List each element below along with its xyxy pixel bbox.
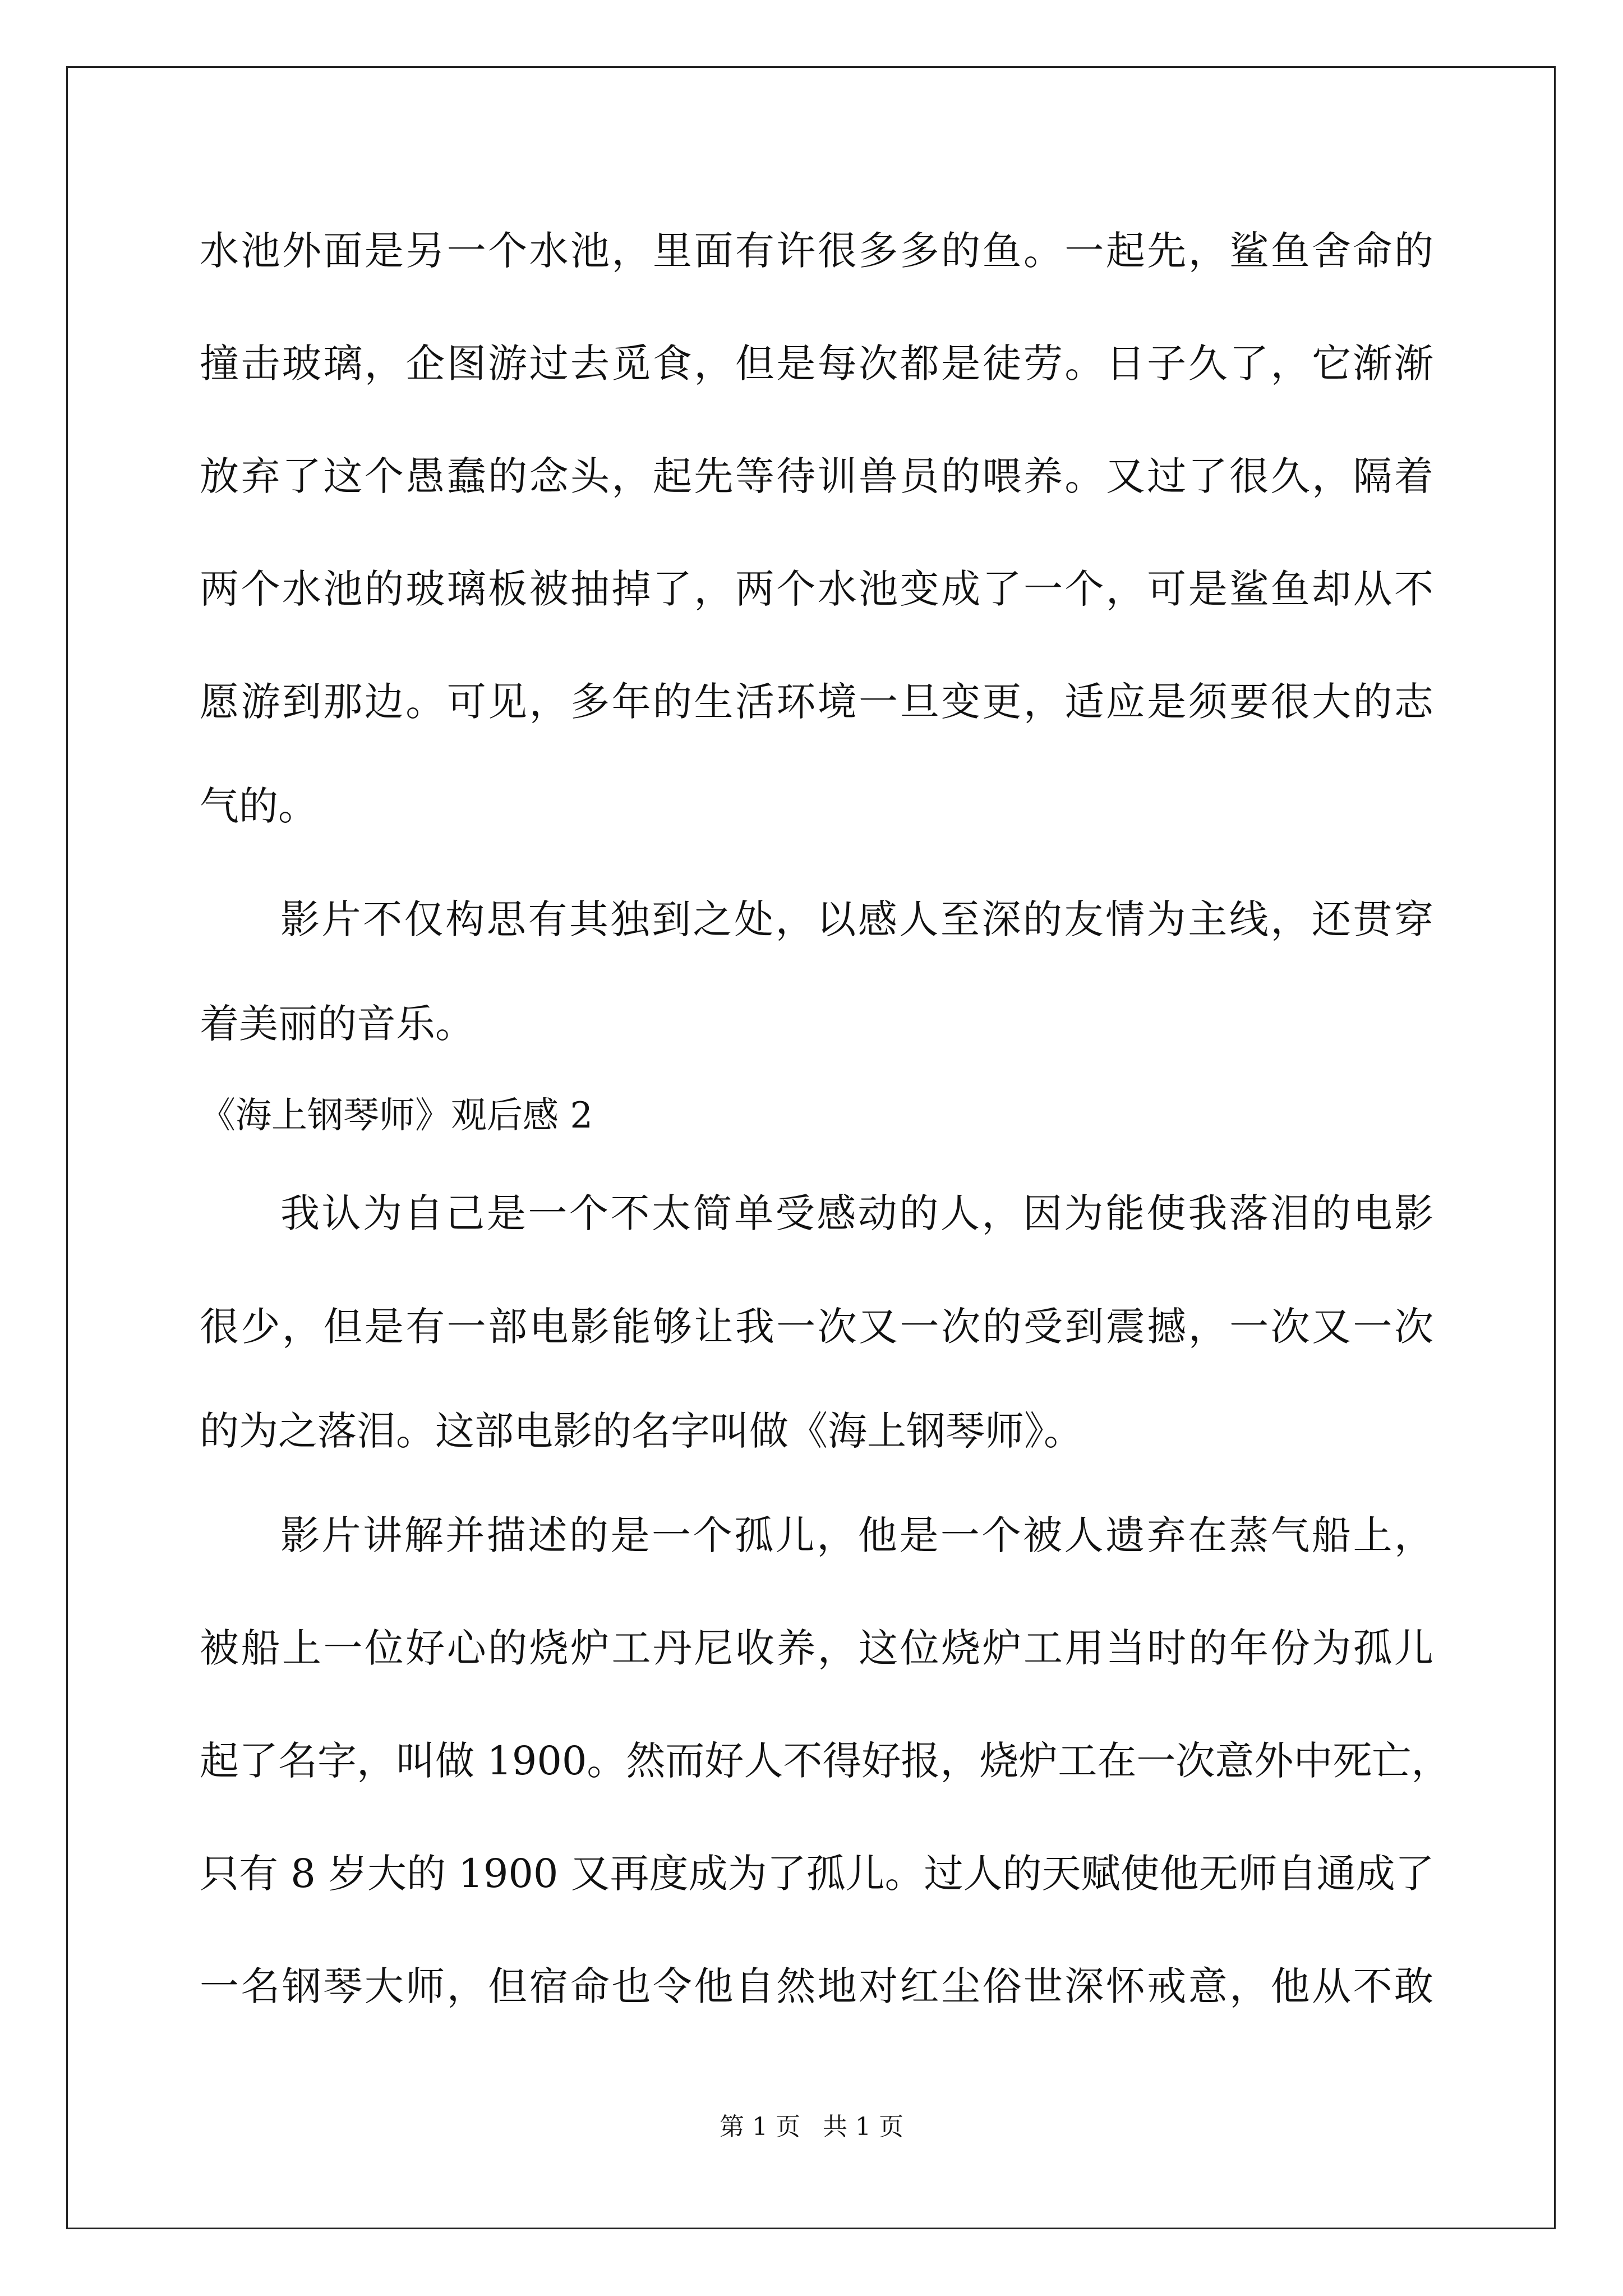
total-pages: 共 1 页 xyxy=(823,2113,903,2141)
page-footer xyxy=(0,2111,1623,2143)
paragraph-line: 只有 8 岁大的 1900 又再度成为了孤儿。过人的天赋使他无师自通成了 xyxy=(200,1851,1435,1897)
paragraph-line: 放弃了这个愚蠢的念头，起先等待训兽员的喂养。又过了很久，隔着 xyxy=(200,453,1433,499)
paragraph-line: 影片不仅构思有其独到之处，以感人至深的友情为主线，还贯穿 xyxy=(280,896,1433,942)
paragraph-line: 的为之落泪。这部电影的名字叫做《海上钢琴师》。 xyxy=(200,1408,1083,1454)
paragraph-line: 影片讲解并描述的是一个孤儿，他是一个被人遗弃在蒸气船上， xyxy=(280,1512,1433,1558)
paragraph-line: 水池外面是另一个水池，里面有许很多多的鱼。一起先，鲨鱼舍命的 xyxy=(200,228,1433,274)
paragraph-line: 起了名字，叫做 1900。然而好人不得好报，烧炉工在一次意外中死亡， xyxy=(200,1738,1451,1784)
section-title: 《海上钢琴师》观后感 2 xyxy=(200,1095,593,1137)
paragraph-line: 我认为自己是一个不太简单受感动的人，因为能使我落泪的电影 xyxy=(280,1190,1433,1236)
paragraph-line: 撞击玻璃，企图游过去觅食，但是每次都是徒劳。日子久了，它渐渐 xyxy=(200,341,1433,386)
paragraph-line: 两个水池的玻璃板被抽掉了，两个水池变成了一个，可是鲨鱼却从不 xyxy=(200,566,1433,612)
paragraph-line: 气的。 xyxy=(200,783,317,829)
page-number: 第 1 页 xyxy=(720,2113,800,2141)
paragraph-line: 愿游到那边。可见，多年的生活环境一旦变更，适应是须要很大的志 xyxy=(200,679,1433,725)
paragraph-line: 着美丽的音乐。 xyxy=(200,1001,474,1047)
page-border xyxy=(66,66,1556,2229)
paragraph-line: 很少，但是有一部电影能够让我一次又一次的受到震撼，一次又一次 xyxy=(200,1304,1433,1350)
paragraph-line: 被船上一位好心的烧炉工丹尼收养，这位烧炉工用当时的年份为孤儿 xyxy=(200,1625,1433,1671)
paragraph-line: 一名钢琴大师，但宿命也令他自然地对红尘俗世深怀戒意，他从不敢 xyxy=(200,1963,1433,2009)
